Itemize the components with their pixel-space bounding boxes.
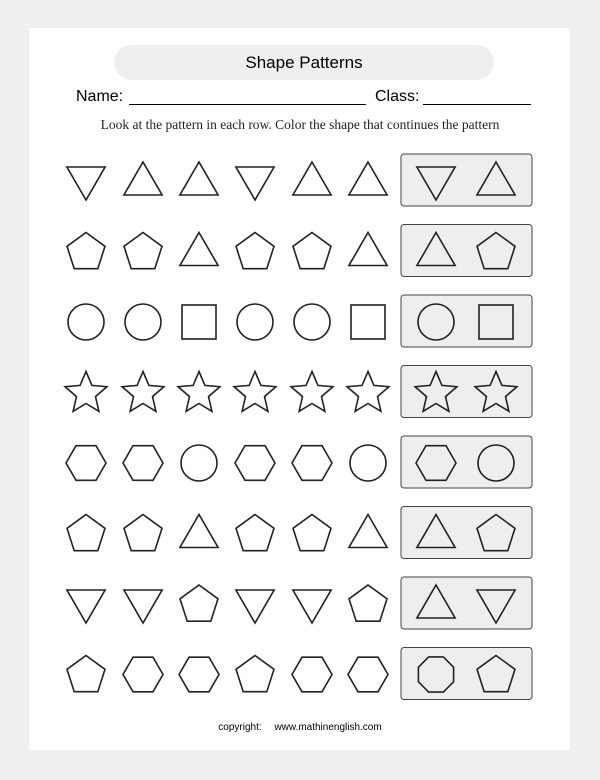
triangle-up-shape — [180, 162, 218, 195]
pentagon-shape — [67, 233, 105, 269]
star-shape — [122, 372, 164, 412]
pentagon-shape — [236, 233, 274, 269]
triangle-up-shape — [349, 162, 387, 195]
answer-choices-box — [401, 507, 532, 559]
star-shape — [234, 372, 276, 412]
copyright-label: copyright: — [218, 722, 262, 733]
hexagon-shape — [348, 657, 388, 692]
answer-choices-box — [401, 225, 532, 277]
triangle-down-shape — [236, 590, 274, 623]
class-label: Class: — [375, 88, 420, 105]
triangle-down-shape — [236, 167, 274, 200]
pentagon-shape — [236, 656, 274, 692]
circle-shape — [125, 304, 161, 340]
hexagon-shape — [292, 446, 332, 481]
triangle-down-shape — [67, 590, 105, 623]
instructions-text: Look at the pattern in each row. Color the shape that continues the pattern — [100, 117, 500, 132]
triangle-up-shape — [349, 515, 387, 548]
triangle-up-shape — [349, 233, 387, 266]
star-shape — [347, 372, 389, 412]
pentagon-shape — [124, 233, 162, 269]
pentagon-shape — [293, 233, 331, 269]
circle-shape — [294, 304, 330, 340]
name-label: Name: — [76, 88, 124, 105]
triangle-up-shape — [124, 162, 162, 195]
answer-choices-box — [401, 436, 532, 488]
pentagon-shape — [349, 585, 387, 621]
pentagon-shape — [124, 515, 162, 551]
circle-shape — [181, 445, 217, 481]
worksheet-title: Shape Patterns — [114, 45, 494, 80]
pentagon-shape — [67, 515, 105, 551]
answer-choices-box — [401, 154, 532, 206]
triangle-down-shape — [124, 590, 162, 623]
square-shape — [351, 305, 385, 339]
answer-choices-box — [401, 577, 532, 629]
website-link[interactable]: www.mathinenglish.com — [274, 722, 382, 733]
circle-shape — [68, 304, 104, 340]
triangle-down-shape — [293, 590, 331, 623]
hexagon-shape — [123, 657, 163, 692]
pentagon-shape — [67, 656, 105, 692]
hexagon-shape — [123, 446, 163, 481]
hexagon-shape — [292, 657, 332, 692]
answer-choices-box — [401, 648, 532, 700]
pentagon-shape — [236, 515, 274, 551]
hexagon-shape — [66, 446, 106, 481]
hexagon-shape — [235, 446, 275, 481]
copyright-footer — [0, 722, 600, 733]
square-shape — [182, 305, 216, 339]
pentagon-shape — [180, 585, 218, 621]
triangle-up-shape — [180, 233, 218, 266]
triangle-up-shape — [180, 515, 218, 548]
circle-shape — [350, 445, 386, 481]
hexagon-shape — [179, 657, 219, 692]
star-shape — [291, 372, 333, 412]
triangle-up-shape — [293, 162, 331, 195]
star-shape — [178, 372, 220, 412]
triangle-down-shape — [67, 167, 105, 200]
pentagon-shape — [293, 515, 331, 551]
circle-shape — [237, 304, 273, 340]
star-shape — [65, 372, 107, 412]
